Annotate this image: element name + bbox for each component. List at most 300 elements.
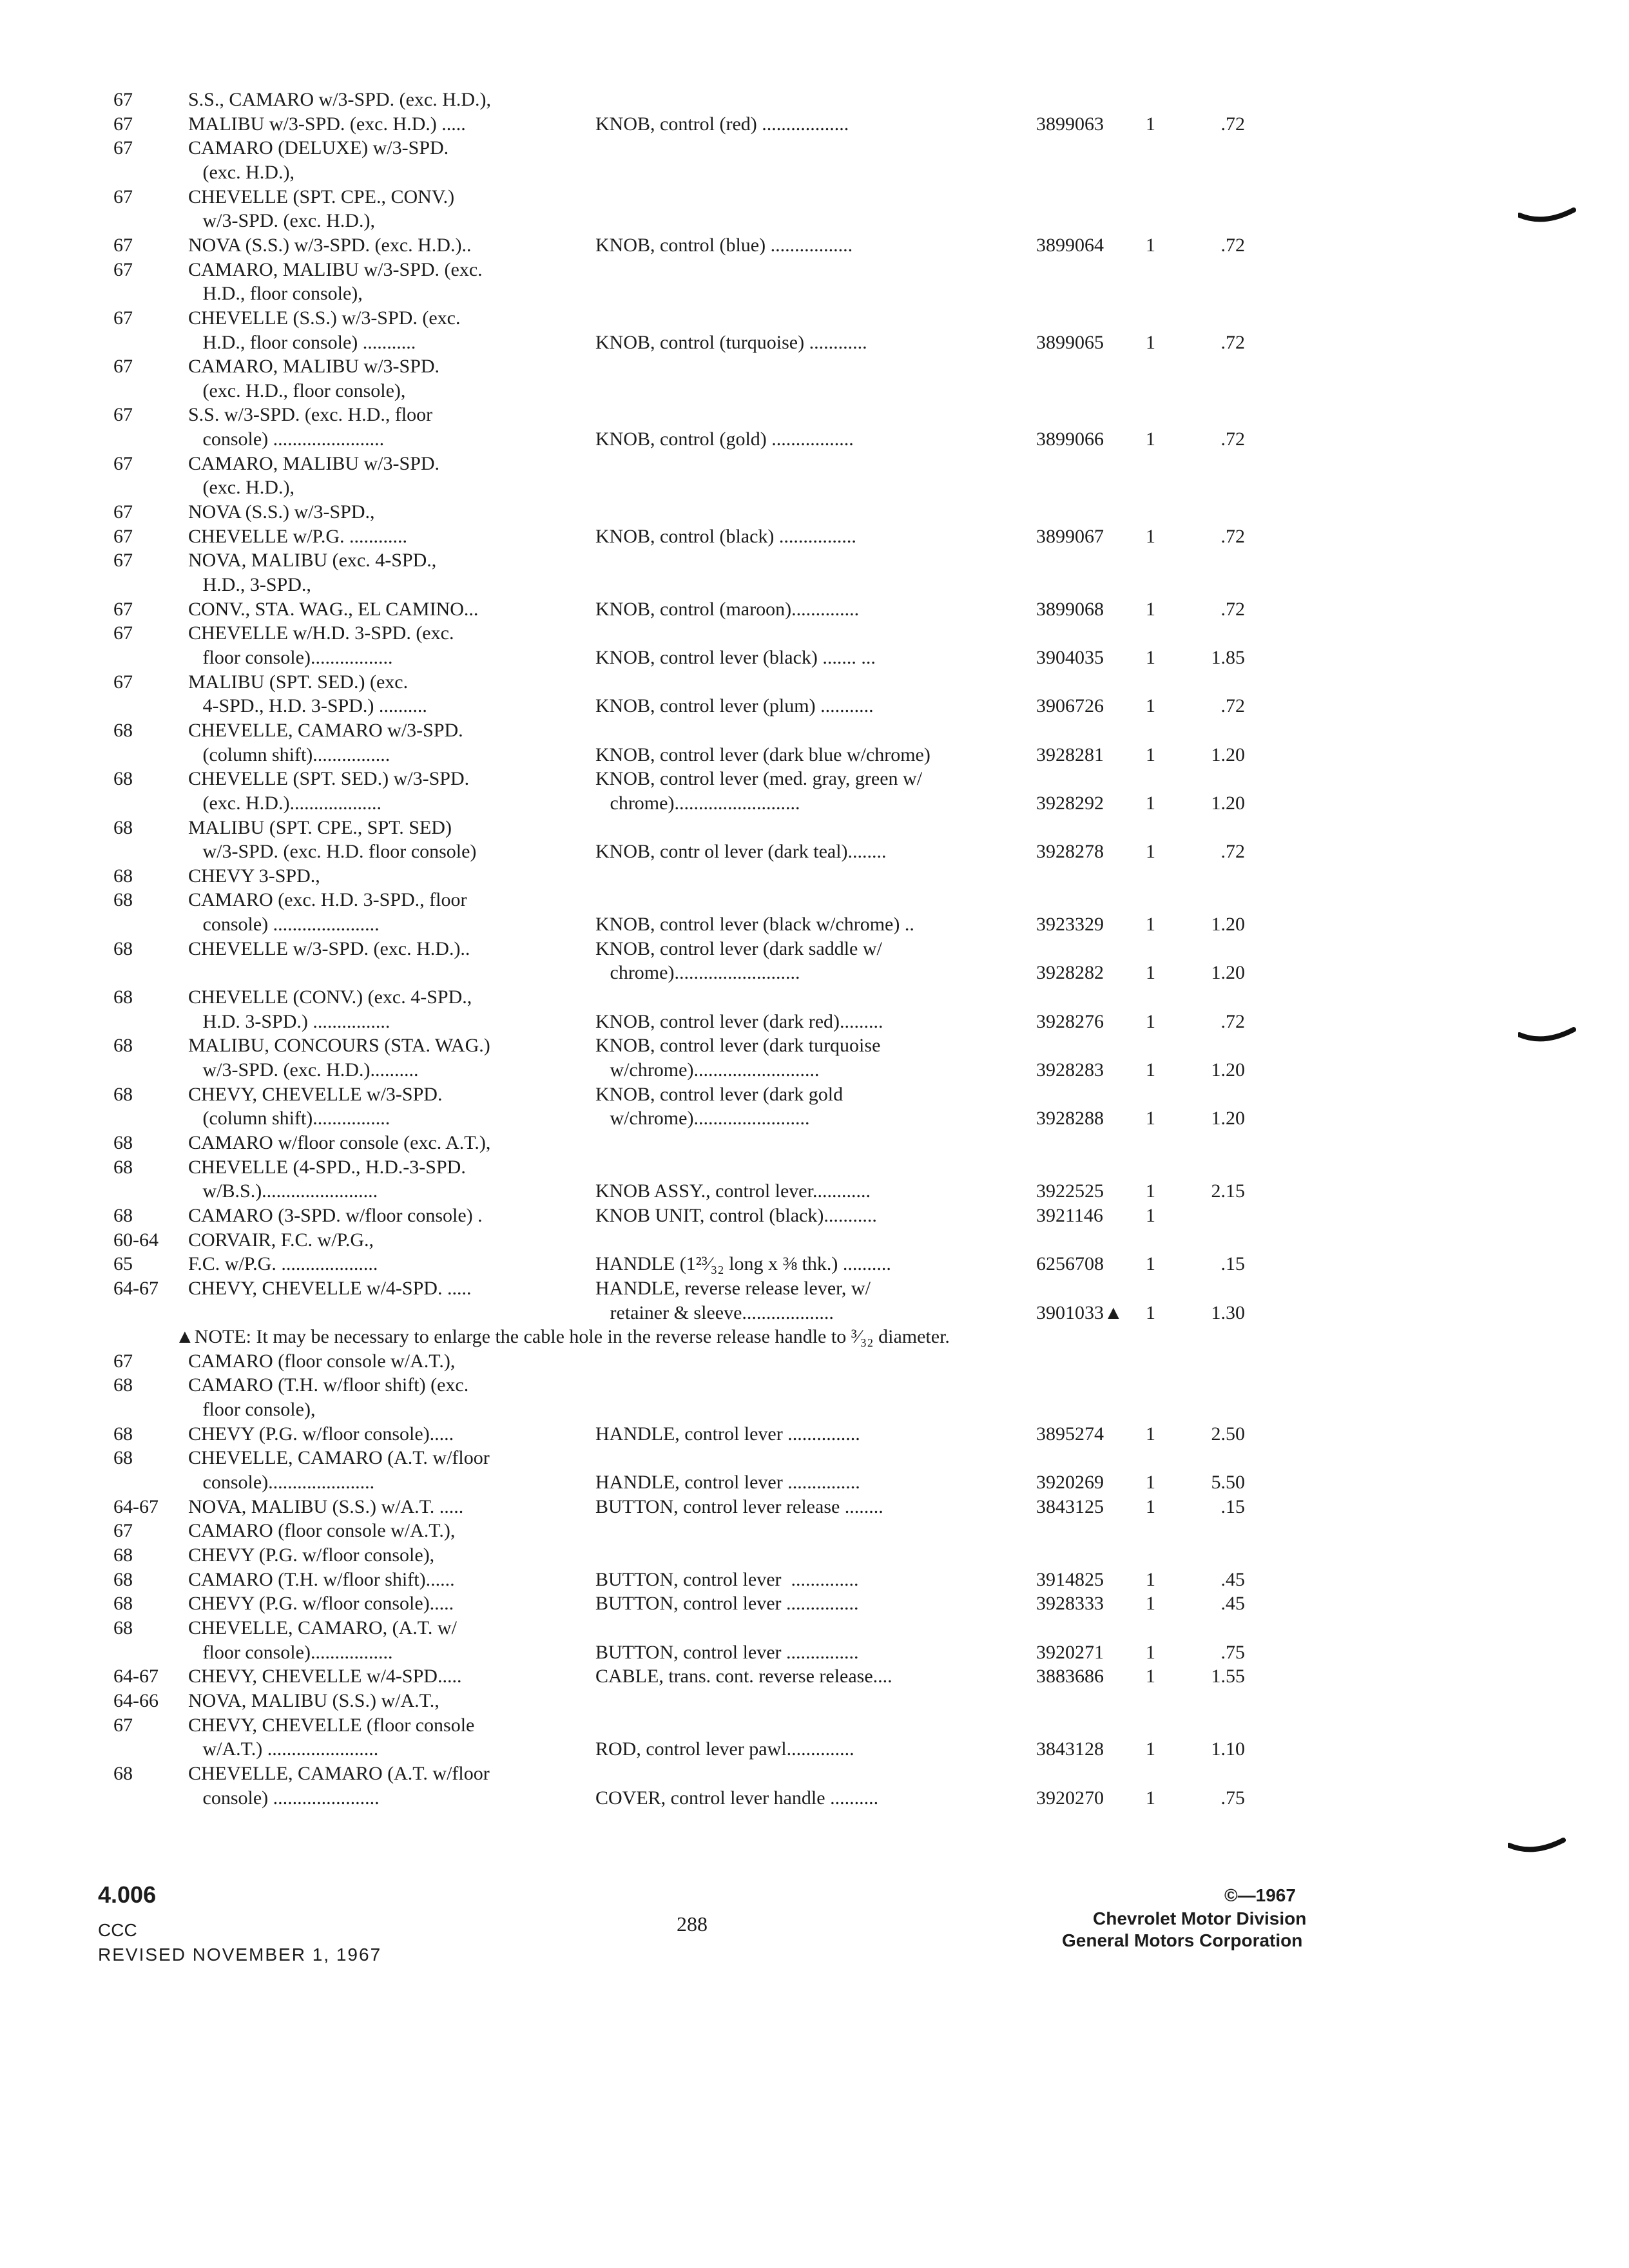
table-row — [0, 1446, 1629, 1470]
part-number-cell: 3928276 — [1036, 1011, 1104, 1032]
price-cell: 1.30 — [1211, 1302, 1245, 1323]
price-cell: 1.20 — [1211, 744, 1245, 765]
table-row — [0, 1252, 1629, 1276]
table-row — [0, 670, 1629, 695]
description-cell: KNOB, control (maroon).............. — [595, 599, 860, 620]
table-row — [0, 233, 1629, 258]
description-cell: KNOB, control (red) .................. — [595, 113, 849, 135]
model-cell: floor console), — [188, 1399, 316, 1420]
model-cell: H.D., 3-SPD., — [188, 574, 311, 595]
year-cell: 68 — [113, 1593, 133, 1614]
model-cell: CHEVY, CHEVELLE (floor console — [188, 1715, 475, 1736]
model-cell: CAMARO, MALIBU w/3-SPD. (exc. — [188, 259, 483, 280]
price-cell: .72 — [1220, 332, 1245, 353]
table-row — [0, 548, 1629, 573]
price-cell: .75 — [1220, 1787, 1245, 1809]
year-cell: 68 — [113, 1569, 133, 1590]
model-cell: CAMARO (exc. H.D. 3-SPD., floor — [188, 889, 467, 910]
quantity-cell: 1 — [1146, 428, 1155, 450]
price-cell: 2.50 — [1211, 1423, 1245, 1445]
model-cell: CHEVY, CHEVELLE w/4-SPD. ..... — [188, 1278, 472, 1299]
part-number-cell: 3899068 — [1036, 599, 1104, 620]
model-cell: CHEVY, CHEVELLE w/3-SPD. — [188, 1084, 443, 1105]
part-number-cell: 3883686 — [1036, 1666, 1104, 1687]
model-cell: MALIBU, CONCOURS (STA. WAG.) — [188, 1035, 490, 1056]
quantity-cell: 1 — [1146, 599, 1155, 620]
price-cell: .45 — [1220, 1569, 1245, 1590]
model-cell: CAMARO (floor console w/A.T.), — [188, 1520, 456, 1541]
description-cell: ROD, control lever pawl.............. — [595, 1738, 854, 1760]
table-row — [0, 476, 1629, 500]
table-row — [0, 1276, 1629, 1301]
table-row — [0, 1058, 1629, 1082]
year-cell: 64-67 — [113, 1666, 159, 1687]
price-cell: .75 — [1220, 1642, 1245, 1663]
year-cell: 68 — [113, 865, 133, 887]
table-row — [0, 1737, 1629, 1762]
table-row — [0, 1106, 1629, 1131]
year-cell: 64-67 — [113, 1278, 159, 1299]
quantity-cell: 1 — [1146, 914, 1155, 935]
model-cell: CHEVY (P.G. w/floor console)..... — [188, 1423, 454, 1445]
quantity-cell: 1 — [1146, 1253, 1155, 1274]
year-cell: 67 — [113, 307, 133, 329]
description-cell: CABLE, trans. cont. reverse release.... — [595, 1666, 892, 1687]
part-number-cell: 3928292 — [1036, 793, 1104, 814]
description-cell: HANDLE, reverse release lever, w/ — [595, 1278, 871, 1299]
year-cell: 68 — [113, 1544, 133, 1566]
table-row — [0, 1543, 1629, 1568]
year-cell: 64-66 — [113, 1690, 159, 1711]
model-cell: w/3-SPD. (exc. H.D.), — [188, 210, 375, 231]
model-cell: CAMARO (DELUXE) w/3-SPD. — [188, 137, 449, 159]
quantity-cell: 1 — [1146, 113, 1155, 135]
year-cell: 68 — [113, 1132, 133, 1153]
model-cell: CHEVELLE, CAMARO (A.T. w/floor — [188, 1763, 490, 1784]
description-cell: KNOB, control lever (dark turquoise — [595, 1035, 881, 1056]
description-cell: BUTTON, control lever ............... — [595, 1593, 859, 1614]
year-cell: 67 — [113, 599, 133, 620]
model-cell: NOVA, MALIBU (S.S.) w/A.T. ..... — [188, 1496, 464, 1517]
table-row — [0, 524, 1629, 549]
year-cell: 67 — [113, 1520, 133, 1541]
description-cell: KNOB, control lever (black) ....... ... — [595, 647, 876, 668]
model-cell: CAMARO, MALIBU w/3-SPD. — [188, 453, 440, 474]
year-cell: 68 — [113, 938, 133, 959]
table-row — [0, 1301, 1629, 1325]
part-number-cell: 6256708 — [1036, 1253, 1104, 1274]
table-row — [0, 1155, 1629, 1180]
model-cell: CHEVY 3-SPD., — [188, 865, 320, 887]
copyright: ©—1967 — [1224, 1885, 1296, 1905]
description-cell: KNOB, control (turquoise) ............ — [595, 332, 867, 353]
table-row — [0, 136, 1629, 160]
quantity-cell: 1 — [1146, 1787, 1155, 1809]
price-cell: 1.20 — [1211, 1108, 1245, 1129]
model-cell: F.C. w/P.G. .................... — [188, 1253, 378, 1274]
part-number-cell: 3922525 — [1036, 1180, 1104, 1202]
table-row — [0, 112, 1629, 137]
table-row — [0, 331, 1629, 355]
model-cell: CHEVELLE w/3-SPD. (exc. H.D.).. — [188, 938, 470, 959]
model-cell: (column shift)................ — [188, 1108, 390, 1129]
model-cell: CAMARO w/floor console (exc. A.T.), — [188, 1132, 491, 1153]
model-cell: CAMARO, MALIBU w/3-SPD. — [188, 356, 440, 377]
binder-hole-mark — [1508, 1836, 1566, 1862]
part-number-cell: 3843125 — [1036, 1496, 1104, 1517]
binder-hole-mark — [1518, 206, 1576, 232]
table-row — [0, 597, 1629, 622]
table-row — [0, 1762, 1629, 1786]
description-cell: KNOB ASSY., control lever............ — [595, 1180, 871, 1202]
model-cell: CAMARO (floor console w/A.T.), — [188, 1350, 456, 1372]
description-cell: chrome).......................... — [595, 793, 800, 814]
model-cell: H.D. 3-SPD.) ................ — [188, 1011, 390, 1032]
table-row — [0, 1786, 1629, 1811]
model-cell: NOVA (S.S.) w/3-SPD., — [188, 501, 375, 523]
model-cell: CAMARO (3-SPD. w/floor console) . — [188, 1205, 483, 1226]
model-cell: CHEVELLE (4-SPD., H.D.-3-SPD. — [188, 1157, 466, 1178]
year-cell: 68 — [113, 768, 133, 789]
year-cell: 65 — [113, 1253, 133, 1274]
table-row — [0, 743, 1629, 767]
price-cell: .72 — [1220, 599, 1245, 620]
description-cell: HANDLE (1²³⁄₃₂ long x ⅜ thk.) .......... — [595, 1253, 891, 1274]
price-cell: 5.50 — [1211, 1472, 1245, 1493]
year-cell: 68 — [113, 889, 133, 910]
part-number-cell: 3899063 — [1036, 113, 1104, 135]
table-row — [0, 1713, 1629, 1738]
model-cell: MALIBU (SPT. CPE., SPT. SED) — [188, 817, 452, 838]
price-cell: 1.20 — [1211, 962, 1245, 983]
part-number-cell: 3923329 — [1036, 914, 1104, 935]
part-number-cell: 3928281 — [1036, 744, 1104, 765]
year-cell: 68 — [113, 1205, 133, 1226]
model-cell: CHEVELLE w/H.D. 3-SPD. (exc. — [188, 622, 454, 644]
catalog-code: CCC — [98, 1920, 137, 1940]
model-cell: H.D., floor console), — [188, 283, 363, 304]
quantity-cell: 1 — [1146, 1666, 1155, 1687]
table-row — [0, 160, 1629, 185]
model-cell: MALIBU w/3-SPD. (exc. H.D.) ..... — [188, 113, 466, 135]
part-number-cell: 3899066 — [1036, 428, 1104, 450]
price-cell: 1.85 — [1211, 647, 1245, 668]
description-cell: w/chrome)........................ — [595, 1108, 810, 1129]
model-cell: S.S., CAMARO w/3-SPD. (exc. H.D.), — [188, 89, 492, 110]
year-cell: 67 — [113, 404, 133, 425]
price-cell: .15 — [1220, 1253, 1245, 1274]
description-cell: KNOB, control (gold) ................. — [595, 428, 854, 450]
quantity-cell: 1 — [1146, 841, 1155, 862]
description-cell: BUTTON, control lever .............. — [595, 1569, 859, 1590]
part-number-cell: 3928288 — [1036, 1108, 1104, 1129]
price-cell: 1.20 — [1211, 1059, 1245, 1081]
model-cell: CONV., STA. WAG., EL CAMINO... — [188, 599, 479, 620]
table-row — [0, 1373, 1629, 1398]
model-cell: 4-SPD., H.D. 3-SPD.) .......... — [188, 695, 427, 716]
year-cell: 60-64 — [113, 1229, 159, 1251]
quantity-cell: 1 — [1146, 1180, 1155, 1202]
table-row — [0, 1689, 1629, 1713]
table-row — [0, 1591, 1629, 1616]
year-cell: 67 — [113, 137, 133, 159]
part-number-cell: 3899065 — [1036, 332, 1104, 353]
table-row — [0, 452, 1629, 476]
quantity-cell: 1 — [1146, 1738, 1155, 1760]
description-cell: KNOB, control (blue) ................. — [595, 235, 853, 256]
table-row — [0, 306, 1629, 331]
table-row — [0, 258, 1629, 282]
table-row — [0, 209, 1629, 233]
table-row — [0, 791, 1629, 816]
quantity-cell: 1 — [1146, 1011, 1155, 1032]
description-cell: BUTTON, control lever release ........ — [595, 1496, 883, 1517]
table-row — [0, 864, 1629, 889]
model-cell: NOVA, MALIBU (S.S.) w/A.T., — [188, 1690, 439, 1711]
table-row — [0, 1179, 1629, 1204]
table-row — [0, 1228, 1629, 1253]
price-cell: 2.15 — [1211, 1180, 1245, 1202]
quantity-cell: 1 — [1146, 1496, 1155, 1517]
model-cell: CHEVELLE, CAMARO, (A.T. w/ — [188, 1617, 457, 1639]
year-cell: 67 — [113, 501, 133, 523]
model-cell: CHEVELLE (S.S.) w/3-SPD. (exc. — [188, 307, 461, 329]
model-cell: H.D., floor console) ........... — [188, 332, 416, 353]
table-row — [0, 1204, 1629, 1228]
model-cell: MALIBU (SPT. SED.) (exc. — [188, 671, 409, 693]
footnote: ▲NOTE: It may be necessary to enlarge the cable hole in the reverse release handle to ³⁄₃₂ diameter. — [175, 1326, 950, 1347]
description-cell: HANDLE, control lever ............... — [595, 1423, 860, 1445]
part-number-cell: 3928278 — [1036, 841, 1104, 862]
model-cell: console) ...................... — [188, 1787, 380, 1809]
page-number: 288 — [677, 1912, 708, 1936]
year-cell: 67 — [113, 356, 133, 377]
quantity-cell: 1 — [1146, 647, 1155, 668]
table-row — [0, 961, 1629, 985]
table-row — [0, 1616, 1629, 1640]
year-cell: 67 — [113, 526, 133, 547]
year-cell: 68 — [113, 1447, 133, 1468]
model-cell: CHEVELLE, CAMARO (A.T. w/floor — [188, 1447, 490, 1468]
description-cell: chrome).......................... — [595, 962, 800, 983]
model-cell: CHEVELLE (SPT. CPE., CONV.) — [188, 186, 455, 207]
price-cell: .45 — [1220, 1593, 1245, 1614]
table-row — [0, 646, 1629, 670]
table-row — [0, 1640, 1629, 1665]
table-row — [0, 1082, 1629, 1107]
model-cell: CHEVY (P.G. w/floor console), — [188, 1544, 435, 1566]
table-row — [0, 767, 1629, 791]
year-cell: 67 — [113, 259, 133, 280]
description-cell: w/chrome).......................... — [595, 1059, 820, 1081]
table-row — [0, 912, 1629, 937]
year-cell: 68 — [113, 720, 133, 741]
part-number-cell: 3901033▲ — [1036, 1302, 1123, 1323]
table-row — [0, 185, 1629, 209]
table-row — [0, 427, 1629, 452]
year-cell: 67 — [113, 1350, 133, 1372]
table-row — [0, 1349, 1629, 1374]
year-cell: 68 — [113, 1035, 133, 1056]
part-number-cell: 3899067 — [1036, 526, 1104, 547]
price-cell: .72 — [1220, 841, 1245, 862]
table-row — [0, 1033, 1629, 1058]
table-row — [0, 354, 1629, 379]
price-cell: .72 — [1220, 235, 1245, 256]
table-row — [0, 985, 1629, 1010]
part-number-cell: 3920271 — [1036, 1642, 1104, 1663]
description-cell: KNOB, control lever (dark saddle w/ — [595, 938, 882, 959]
year-cell: 68 — [113, 1084, 133, 1105]
description-cell: KNOB, control lever (dark red)......... — [595, 1011, 883, 1032]
price-cell: .72 — [1220, 695, 1245, 716]
year-cell: 68 — [113, 817, 133, 838]
table-row — [0, 1519, 1629, 1543]
year-cell: 67 — [113, 235, 133, 256]
part-number-cell: 3920269 — [1036, 1472, 1104, 1493]
model-cell: S.S. w/3-SPD. (exc. H.D., floor — [188, 404, 433, 425]
model-cell: w/3-SPD. (exc. H.D.).......... — [188, 1059, 419, 1081]
binder-hole-mark — [1518, 1026, 1576, 1052]
table-row — [0, 1568, 1629, 1592]
table-row — [0, 88, 1629, 112]
year-cell: 64-67 — [113, 1496, 159, 1517]
year-cell: 67 — [113, 89, 133, 110]
model-cell: w/A.T.) ....................... — [188, 1738, 379, 1760]
price-cell: 1.20 — [1211, 793, 1245, 814]
model-cell: CHEVELLE w/P.G. ............ — [188, 526, 407, 547]
table-row — [0, 1010, 1629, 1034]
description-cell: KNOB, control lever (med. gray, green w/ — [595, 768, 923, 789]
section-number: 4.006 — [98, 1881, 157, 1908]
quantity-cell: 1 — [1146, 1642, 1155, 1663]
quantity-cell: 1 — [1146, 1423, 1155, 1445]
description-cell: KNOB, contr ol lever (dark teal)........ — [595, 841, 887, 862]
quantity-cell: 1 — [1146, 695, 1155, 716]
description-cell: KNOB, control lever (black w/chrome) .. — [595, 914, 914, 935]
description-cell: KNOB, control lever (dark gold — [595, 1084, 843, 1105]
model-cell: console) ....................... — [188, 428, 385, 450]
table-row — [0, 500, 1629, 524]
model-cell: w/B.S.)........................ — [188, 1180, 378, 1202]
table-row — [0, 718, 1629, 743]
model-cell: CAMARO (T.H. w/floor shift) (exc. — [188, 1374, 469, 1396]
quantity-cell: 1 — [1146, 1302, 1155, 1323]
part-number-cell: 3904035 — [1036, 647, 1104, 668]
model-cell: (exc. H.D.), — [188, 477, 294, 498]
price-cell: .72 — [1220, 113, 1245, 135]
description-cell: KNOB, control lever (plum) ........... — [595, 695, 874, 716]
model-cell: NOVA (S.S.) w/3-SPD. (exc. H.D.).. — [188, 235, 472, 256]
table-row — [0, 1664, 1629, 1689]
quantity-cell: 1 — [1146, 235, 1155, 256]
year-cell: 68 — [113, 1157, 133, 1178]
description-cell: retainer & sleeve................... — [595, 1302, 834, 1323]
quantity-cell: 1 — [1146, 1472, 1155, 1493]
table-row — [0, 840, 1629, 864]
model-cell: (exc. H.D.)................... — [188, 793, 381, 814]
quantity-cell: 1 — [1146, 744, 1155, 765]
year-cell: 67 — [113, 622, 133, 644]
model-cell: NOVA, MALIBU (exc. 4-SPD., — [188, 550, 437, 571]
revision-date: REVISED NOVEMBER 1, 1967 — [98, 1945, 382, 1965]
table-row — [0, 621, 1629, 646]
model-cell: (column shift)................ — [188, 744, 390, 765]
part-number-cell: 3921146 — [1036, 1205, 1103, 1226]
model-cell: (exc. H.D.), — [188, 162, 294, 183]
year-cell: 68 — [113, 1374, 133, 1396]
description-cell: COVER, control lever handle .......... — [595, 1787, 879, 1809]
table-row — [0, 1495, 1629, 1519]
quantity-cell: 1 — [1146, 962, 1155, 983]
table-row — [0, 1422, 1629, 1446]
price-cell: .15 — [1220, 1496, 1245, 1517]
part-number-cell: 3928333 — [1036, 1593, 1104, 1614]
year-cell: 67 — [113, 453, 133, 474]
description-cell: HANDLE, control lever ............... — [595, 1472, 860, 1493]
model-cell: CHEVY, CHEVELLE w/4-SPD..... — [188, 1666, 462, 1687]
price-cell: 1.55 — [1211, 1666, 1245, 1687]
price-cell: 1.10 — [1211, 1738, 1245, 1760]
year-cell: 68 — [113, 1763, 133, 1784]
model-cell: console)...................... — [188, 1472, 375, 1493]
description-cell: BUTTON, control lever ............... — [595, 1642, 859, 1663]
price-cell: 1.20 — [1211, 914, 1245, 935]
model-cell: console) ...................... — [188, 914, 380, 935]
model-cell: CHEVELLE (SPT. SED.) w/3-SPD. — [188, 768, 470, 789]
model-cell: (exc. H.D., floor console), — [188, 380, 406, 401]
quantity-cell: 1 — [1146, 1108, 1155, 1129]
model-cell: CORVAIR, F.C. w/P.G., — [188, 1229, 374, 1251]
price-cell: .72 — [1220, 1011, 1245, 1032]
year-cell: 67 — [113, 1715, 133, 1736]
table-row — [0, 573, 1629, 597]
year-cell: 67 — [113, 550, 133, 571]
part-number-cell: 3920270 — [1036, 1787, 1104, 1809]
division-name: Chevrolet Motor Division — [1093, 1908, 1307, 1928]
table-row — [0, 816, 1629, 840]
year-cell: 68 — [113, 1617, 133, 1639]
model-cell: w/3-SPD. (exc. H.D. floor console) — [188, 841, 477, 862]
price-cell: .72 — [1220, 428, 1245, 450]
table-row — [0, 403, 1629, 427]
table-row — [0, 379, 1629, 403]
part-number-cell: 3899064 — [1036, 235, 1104, 256]
quantity-cell: 1 — [1146, 1059, 1155, 1081]
model-cell: CAMARO (T.H. w/floor shift)...... — [188, 1569, 455, 1590]
model-cell: floor console)................. — [188, 1642, 393, 1663]
description-cell: KNOB, control (black) ................ — [595, 526, 856, 547]
part-number-cell: 3928282 — [1036, 962, 1104, 983]
part-number-cell: 3906726 — [1036, 695, 1104, 716]
model-cell: CHEVELLE (CONV.) (exc. 4-SPD., — [188, 986, 472, 1008]
quantity-cell: 1 — [1146, 1205, 1155, 1226]
table-row — [0, 937, 1629, 961]
part-number-cell: 3895274 — [1036, 1423, 1104, 1445]
table-row — [0, 1398, 1629, 1422]
table-row — [0, 694, 1629, 718]
table-row — [0, 888, 1629, 912]
year-cell: 68 — [113, 1423, 133, 1445]
description-cell: KNOB, control lever (dark blue w/chrome) — [595, 744, 930, 765]
model-cell: floor console)................. — [188, 647, 393, 668]
quantity-cell: 1 — [1146, 793, 1155, 814]
quantity-cell: 1 — [1146, 526, 1155, 547]
model-cell: CHEVELLE, CAMARO w/3-SPD. — [188, 720, 463, 741]
year-cell: 67 — [113, 671, 133, 693]
model-cell: CHEVY (P.G. w/floor console)..... — [188, 1593, 454, 1614]
price-cell: .72 — [1220, 526, 1245, 547]
